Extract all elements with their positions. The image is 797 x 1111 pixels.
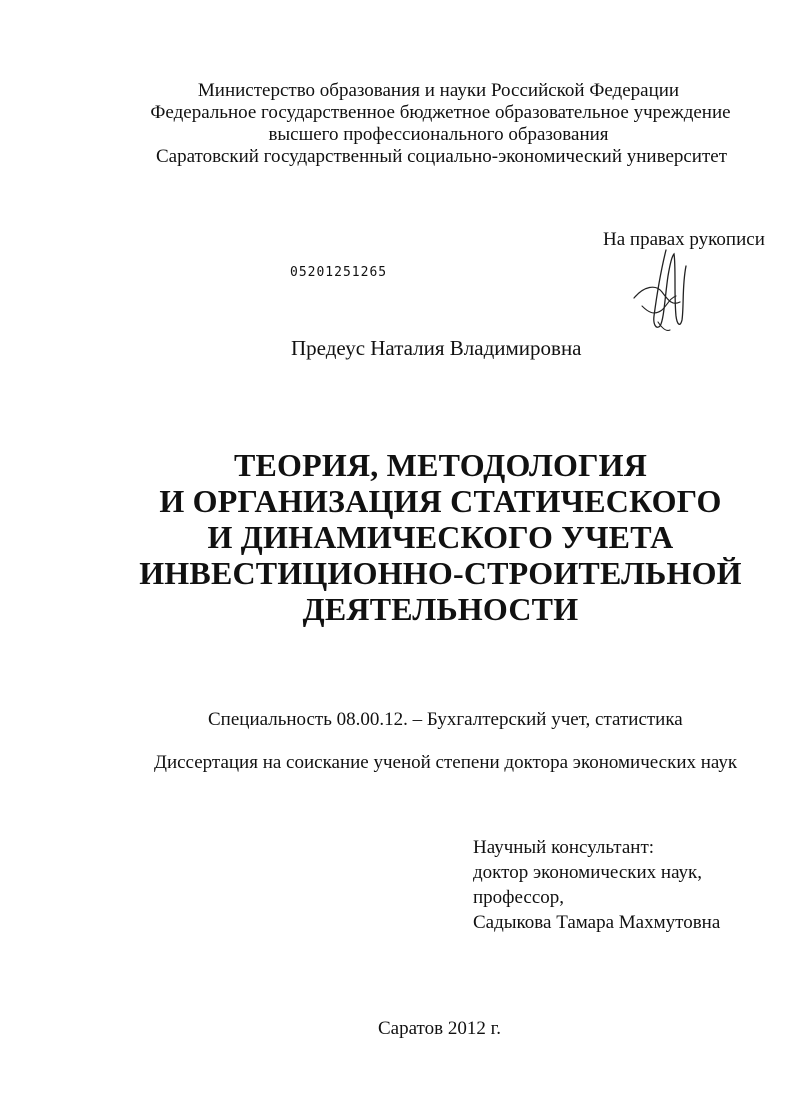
consultant-degree: доктор экономических наук, xyxy=(473,862,703,883)
scientific-consultant xyxy=(473,835,720,935)
ministry-line: Министерство образования и науки Российской Федерации xyxy=(197,80,680,101)
consultant-title: профессор, xyxy=(473,887,565,908)
title-line: ИНВЕСТИЦИОННО-СТРОИТЕЛЬНОЙ xyxy=(139,555,742,591)
author-name: Предеус Наталия Владимировна xyxy=(291,336,582,360)
manuscript-rights-note: На правах рукописи xyxy=(603,229,765,250)
title-line: И ДИНАМИЧЕСКОГО УЧЕТА xyxy=(207,519,674,555)
handwritten-signature xyxy=(632,246,692,336)
consultant-label: Научный консультант: xyxy=(473,837,655,858)
title-line: И ОРГАНИЗАЦИЯ СТАТИЧЕСКОГО xyxy=(159,483,722,519)
university-line: Саратовский государственный социально-экономический университет xyxy=(155,146,728,167)
specialty-line: Специальность 08.00.12. – Бухгалтерский учет, статистика xyxy=(208,709,683,730)
dissertation-degree-line: Диссертация на соискание ученой степени доктора экономических наук xyxy=(154,752,738,773)
title-line: ДЕЯТЕЛЬНОСТИ xyxy=(302,591,579,627)
institution-type-line: Федеральное государственное бюджетное образовательное учреждение xyxy=(150,102,731,123)
city-year: Саратов 2012 г. xyxy=(378,1018,501,1039)
document-code: 05201251265 xyxy=(290,265,388,280)
title-line: ТЕОРИЯ, МЕТОДОЛОГИЯ xyxy=(233,447,648,483)
institution-header xyxy=(0,80,797,168)
education-level-line: высшего профессионального образования xyxy=(268,124,609,145)
dissertation-title xyxy=(0,447,797,627)
consultant-name: Садыкова Тамара Махмутовна xyxy=(473,912,721,933)
